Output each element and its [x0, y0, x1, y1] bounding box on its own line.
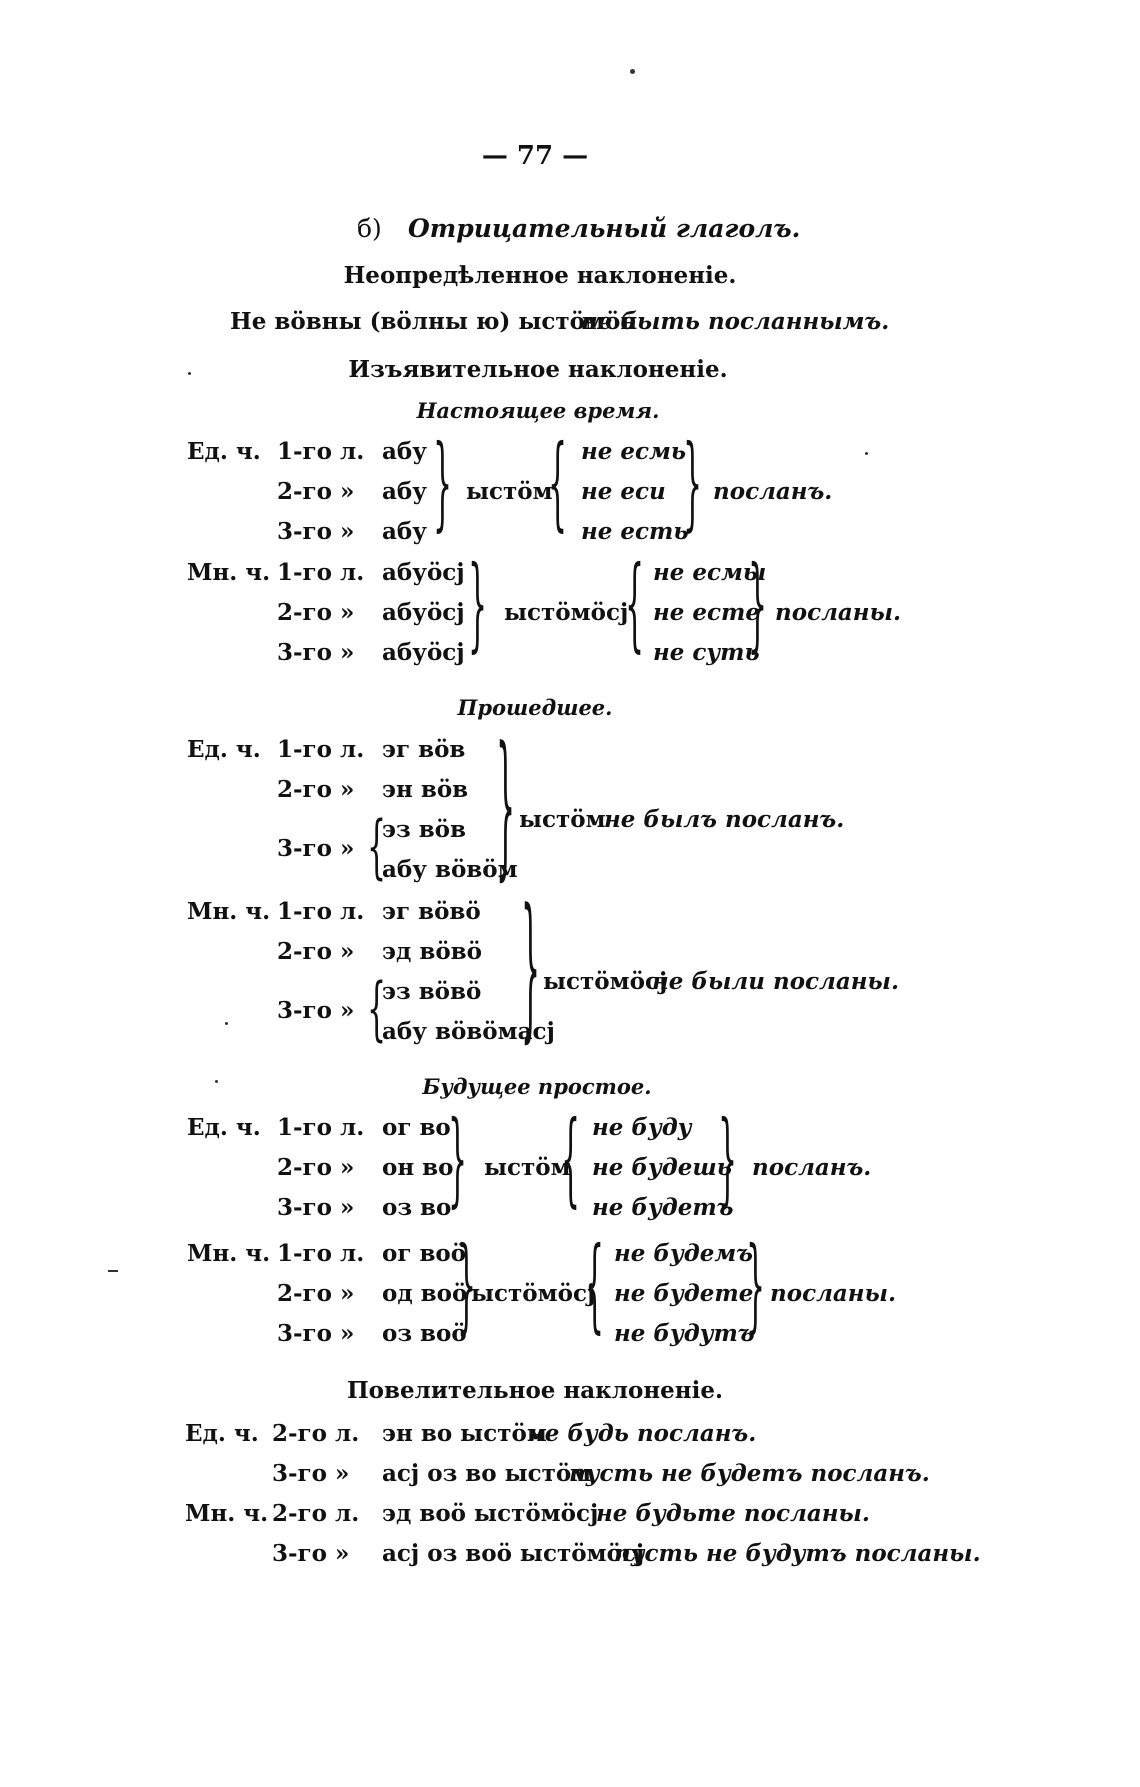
present-pl-num: Мн. ч.	[187, 559, 271, 586]
past-sg-form: эз вӧв	[382, 816, 466, 843]
future-sg-pronoun: оз во	[382, 1194, 452, 1221]
present-sg-pronoun: абу	[382, 478, 427, 505]
future-pl-person: 1-го л.	[277, 1240, 365, 1267]
past-pl-person: 3-го »	[277, 997, 355, 1024]
present-title: Настоящее время.	[416, 398, 660, 423]
future-sg-russian: не будетъ	[592, 1194, 734, 1221]
future-sg-pronoun: он во	[382, 1154, 454, 1181]
past-sg-form: эг вӧв	[382, 736, 466, 763]
present-pl-russian: не есмы	[653, 559, 767, 586]
indicative-heading: Изъявительное наклоненіе.	[348, 356, 728, 383]
present-sg-russian: не еси	[581, 478, 666, 505]
future-pl-russian: не будете	[614, 1280, 754, 1307]
left-brace: {	[561, 1101, 581, 1221]
present-sg-person: 3-го »	[277, 518, 355, 545]
present-sg-russian: не есмь	[581, 438, 687, 465]
present-pl-person: 3-го »	[277, 639, 355, 666]
right-brace: }	[746, 1227, 766, 1347]
future-pl-pronoun: од воӧ	[382, 1280, 468, 1307]
present-pl-russian: не есте	[653, 599, 761, 626]
present-pl-verb: ыстӧмӧсј	[504, 599, 629, 626]
present-pl-person: 1-го л.	[277, 559, 365, 586]
right-brace: }	[748, 546, 768, 666]
past-sg-person: 1-го л.	[277, 736, 365, 763]
speck	[630, 69, 635, 74]
future-sg-participle: посланъ.	[752, 1154, 872, 1181]
present-sg-person: 2-го »	[277, 478, 355, 505]
past-pl-form: эг вӧвӧ	[382, 898, 481, 925]
past-pl-russian: не были посланы.	[652, 968, 899, 995]
right-brace: }	[683, 425, 703, 545]
imperative-heading: Повелительное наклоненіе.	[346, 1377, 724, 1404]
imperative-komi: асј оз воӧ ыстӧмӧсј	[382, 1540, 645, 1567]
imperative-russian: не будь посланъ.	[528, 1420, 757, 1447]
present-sg-participle: посланъ.	[713, 478, 833, 505]
past-sg-form: эн вӧв	[382, 776, 469, 803]
future-sg-person: 2-го »	[277, 1154, 355, 1181]
right-brace: }	[496, 717, 516, 900]
future-pl-pronoun: оз воӧ	[382, 1320, 467, 1347]
past-sg-person: 2-го »	[277, 776, 355, 803]
past-pl-person: 1-го л.	[277, 898, 365, 925]
present-sg-num: Ед. ч.	[187, 438, 261, 465]
imperative-person: 3-го »	[272, 1540, 350, 1567]
imperative-komi: эн во ыстӧм	[382, 1420, 547, 1447]
past-pl-komi: ыстӧмӧсј	[543, 968, 668, 995]
left-brace: {	[367, 970, 387, 1051]
future-pl-pronoun: ог воӧ	[382, 1240, 467, 1267]
imperative-num: Мн. ч.	[185, 1500, 269, 1527]
section-title: Отрицательный глаголъ.	[408, 214, 801, 243]
present-pl-person: 2-го »	[277, 599, 355, 626]
present-sg-pronoun: абу	[382, 438, 427, 465]
speck	[215, 1080, 218, 1083]
future-pl-verb: ыстӧмӧсј	[471, 1280, 596, 1307]
past-pl-person: 2-го »	[277, 938, 355, 965]
imperative-russian: не будьте посланы.	[596, 1500, 870, 1527]
imperative-russian: пусть не будутъ посланы.	[614, 1540, 981, 1567]
past-sg-form: абу вӧвӧм	[382, 856, 518, 883]
imperative-russian: пусть не будетъ посланъ.	[569, 1460, 930, 1487]
left-brace: {	[585, 1227, 605, 1347]
imperative-komi: асј оз во ыстӧм	[382, 1460, 592, 1487]
infinitive-russian: не быть посланнымъ.	[581, 308, 890, 335]
present-sg-pronoun: абу	[382, 518, 427, 545]
future-sg-verb: ыстӧм	[484, 1154, 571, 1181]
past-sg-russian: не былъ посланъ.	[604, 806, 845, 833]
left-brace: {	[625, 546, 645, 666]
present-pl-pronoun: абуӧсј	[382, 559, 465, 586]
past-sg-person: 3-го »	[277, 835, 355, 862]
past-sg-komi: ыстӧм	[519, 806, 606, 833]
past-pl-form: эз вӧвӧ	[382, 978, 482, 1005]
present-sg-verb: ыстӧм	[466, 478, 553, 505]
present-pl-participle: посланы.	[775, 599, 901, 626]
present-sg-russian: не есть	[581, 518, 689, 545]
future-pl-russian: не будемъ	[614, 1240, 753, 1267]
imperative-komi: эд воӧ ыстӧмӧсј	[382, 1500, 599, 1527]
past-title: Прошедшее.	[457, 695, 613, 720]
future-sg-russian: не будешь	[592, 1154, 732, 1181]
imperative-person: 3-го »	[272, 1460, 350, 1487]
future-pl-person: 2-го »	[277, 1280, 355, 1307]
right-brace: }	[521, 879, 541, 1062]
right-brace: }	[448, 1101, 468, 1221]
infinitive-komi: Не вӧвны (вӧлны ю) ыстӧмӧн	[230, 308, 638, 335]
present-pl-pronoun: абуӧсј	[382, 639, 465, 666]
right-brace: }	[457, 1227, 477, 1347]
infinitive-heading: Неопредѣленное наклоненіе.	[343, 262, 737, 289]
past-pl-form: абу вӧвӧмасј	[382, 1018, 555, 1045]
section-label: б)	[357, 214, 382, 243]
speck	[865, 452, 868, 455]
future-sg-person: 1-го л.	[277, 1114, 365, 1141]
imperative-person: 2-го л.	[272, 1500, 360, 1527]
present-pl-pronoun: абуӧсј	[382, 599, 465, 626]
future-sg-pronoun: ог во	[382, 1114, 451, 1141]
future-sg-russian: не буду	[592, 1114, 692, 1141]
future-pl-participle: посланы.	[770, 1280, 896, 1307]
right-brace: }	[718, 1101, 738, 1221]
future-pl-russian: не будутъ	[614, 1320, 755, 1347]
past-sg-num: Ед. ч.	[187, 736, 261, 763]
present-sg-person: 1-го л.	[277, 438, 365, 465]
past-pl-num: Мн. ч.	[187, 898, 271, 925]
future-pl-person: 3-го »	[277, 1320, 355, 1347]
imperative-num: Ед. ч.	[185, 1420, 259, 1447]
imperative-person: 2-го л.	[272, 1420, 360, 1447]
speck-dash	[108, 1270, 118, 1272]
past-pl-form: эд вӧвӧ	[382, 938, 482, 965]
right-brace: }	[433, 425, 453, 545]
present-pl-russian: не суть	[653, 639, 760, 666]
future-title: Будущее простое.	[422, 1074, 652, 1099]
future-sg-num: Ед. ч.	[187, 1114, 261, 1141]
left-brace: {	[548, 425, 568, 545]
speck	[188, 372, 191, 375]
page-number: — 77 —	[481, 141, 589, 171]
future-sg-person: 3-го »	[277, 1194, 355, 1221]
right-brace: }	[468, 546, 488, 666]
speck	[225, 1022, 228, 1025]
left-brace: {	[367, 808, 387, 889]
future-pl-num: Мн. ч.	[187, 1240, 271, 1267]
